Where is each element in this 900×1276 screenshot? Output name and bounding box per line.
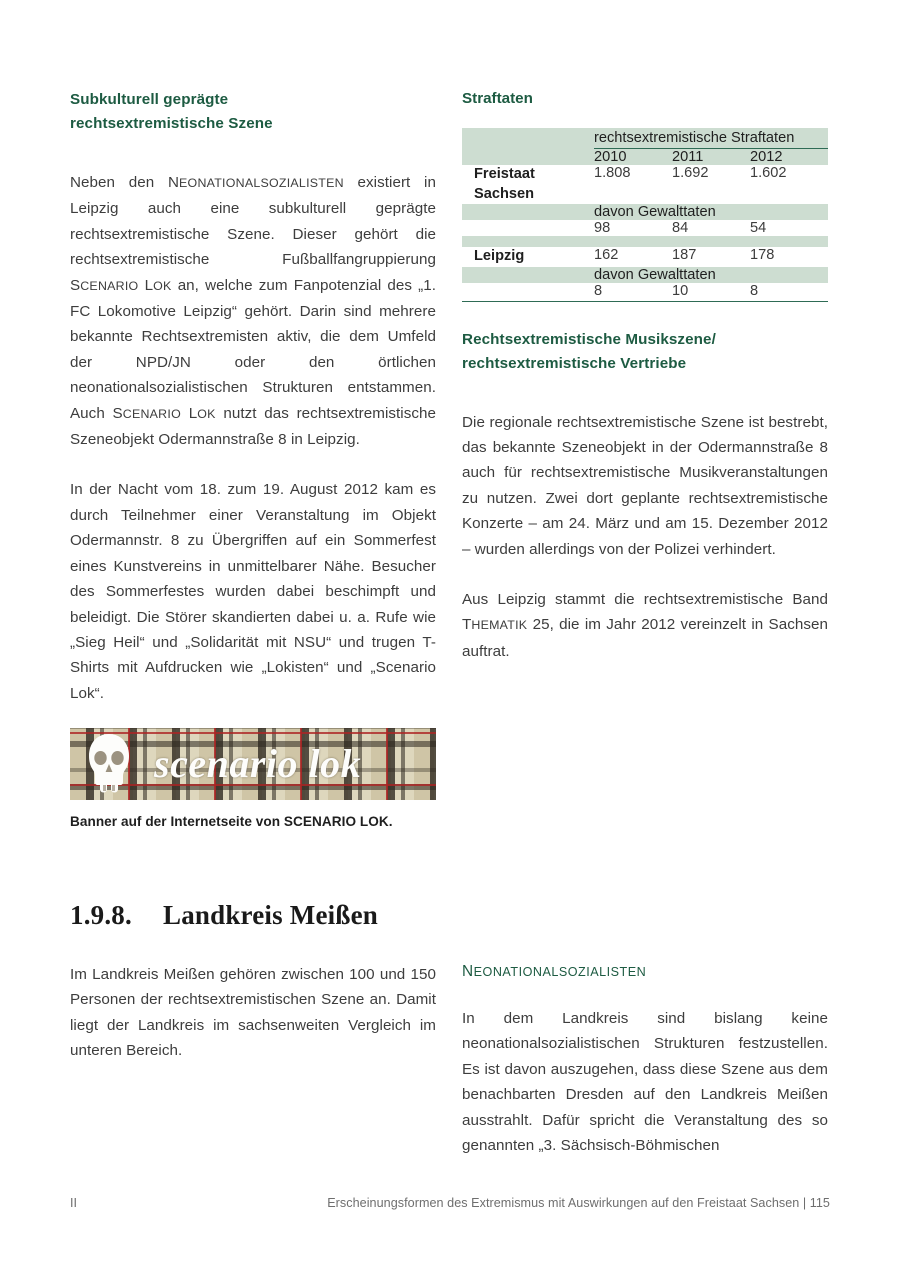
smallcaps-initial: T <box>462 616 472 634</box>
heading-spacer <box>70 136 436 170</box>
table-cell-sachsen-2011: 1.692 <box>672 165 709 181</box>
smallcaps-initial: N <box>167 174 180 191</box>
text-run: Neben den <box>70 174 168 191</box>
section-heading-line-1: Rechtsextremistische Musikszene/ <box>462 330 716 348</box>
table-subhead-label: davon Gewalttaten <box>594 204 828 220</box>
heading-spacer <box>462 376 828 410</box>
figure-caption: Banner auf der Internetseite von SCENARIO LOK. <box>70 814 393 829</box>
table-row-label-leipzig: Leipzig <box>474 248 525 264</box>
table-cell-sachsen-2012: 1.602 <box>750 165 787 181</box>
table-row-label-freistaat-sachsen: Freistaat Sachsen <box>474 166 535 202</box>
smallcaps-body: CENARIO <box>122 406 181 421</box>
label-spacer <box>462 982 828 1006</box>
section-heading-subkulturell <box>70 88 436 136</box>
footer-title-and-page: Erscheinungsformen des Extremismus mit Auswirkungen auf den Freistaat Sachsen | 115 <box>327 1196 830 1210</box>
paragraph-landkreis-meissen: Im Landkreis Meißen gehören zwischen 100 und 150 Personen der rechtsextremistischen Szene an. Damit liegt der Landkreis im sachsenweiten Vergleich im unteren Bereich. <box>70 966 436 1060</box>
table-col-header-2011: 2011 <box>672 149 750 165</box>
table-after-spacer <box>462 302 828 328</box>
table-row <box>462 165 828 204</box>
left-column-lower <box>70 962 436 1064</box>
table-cell-leipzig-2011: 187 <box>672 247 697 263</box>
smallcaps-body: EONATIONALSOZIALISTEN <box>179 176 344 190</box>
figure-scenario-lok-banner <box>70 728 436 800</box>
smallcaps-body: OK <box>197 406 216 421</box>
smallcaps-initial: S <box>112 404 123 422</box>
chapter-number: 1.9.8. <box>70 900 132 930</box>
table-cell-leipzig-2012: 178 <box>750 247 775 263</box>
smallcaps-body: CENARIO <box>80 278 139 293</box>
table-subhead-row-gewalttaten-sachsen <box>462 204 828 220</box>
smallcaps-initial: L <box>180 404 198 422</box>
table-year-header-row <box>462 149 828 165</box>
banner-wordmark: scenario lok <box>154 741 362 786</box>
table-heading-straftaten: Straftaten <box>462 90 533 107</box>
table-col-header-2012: 2012 <box>750 149 828 165</box>
table-col-header-2010: 2010 <box>594 149 672 165</box>
table-cell-gewalt-sachsen-2010: 98 <box>594 220 611 236</box>
smallcaps-body: EONATIONALSOZIALISTEN <box>473 965 647 979</box>
table-spanner-empty-cell <box>462 128 594 148</box>
table-spacer-row <box>462 236 828 247</box>
label-neonationalsozialisten <box>462 962 828 982</box>
right-column-upper <box>462 88 828 664</box>
table-subhead-empty-cell <box>462 267 594 283</box>
chapter-heading <box>70 898 570 932</box>
smallcaps-body: OK <box>153 278 172 293</box>
section-heading-line-1: Subkulturell geprägte <box>70 91 229 108</box>
straftaten-table <box>462 128 828 299</box>
table-cell-gewalt-leipzig-2011: 10 <box>672 282 689 299</box>
smallcaps-initial: L <box>138 276 154 294</box>
table-subhead-label: davon Gewalttaten <box>594 267 828 283</box>
chapter-title: Landkreis Meißen <box>163 900 378 930</box>
smallcaps-initial: S <box>70 276 81 294</box>
table-cell-leipzig-2010: 162 <box>594 247 619 263</box>
table-row-label-empty <box>462 220 594 236</box>
text-run: existiert in Leipzig auch eine subkulturell geprägte rechtsextremistische Szene. Dieser gehört die rechtsextremistische Fußballfangruppierung <box>70 174 436 269</box>
section-heading-line-2: rechtsextremistische Szene <box>70 115 273 132</box>
footer-part-number: II <box>70 1196 78 1210</box>
table-cell-gewalt-leipzig-2012: 8 <box>750 282 759 299</box>
table-cell-gewalt-leipzig-2010: 8 <box>594 282 603 299</box>
text-run: nutzt das rechtsextremistische Szeneobjekt Odermannstraße 8 in Leipzig. <box>70 404 436 449</box>
skull-icon <box>86 733 132 795</box>
table-spanner-label: rechtsextremistische Straftaten <box>594 128 828 148</box>
table-subhead-row-gewalttaten-leipzig <box>462 267 828 283</box>
table-cell-sachsen-2010: 1.808 <box>594 165 631 181</box>
table-row-label-empty <box>462 283 594 299</box>
table-row <box>462 220 828 236</box>
table-spacer-cell <box>462 236 828 247</box>
text-run: an, welche zum Fanpotenzial des „1. FC Lokomotive Leipzig“ gehört. Darin sind mehrere bekannte Rechtsextremisten aktiv, die dem Umfeld der NPD/JN oder den örtlichen neonationalsozialistischen Strukturen entstammen. Auch <box>70 276 436 422</box>
paragraph-band-thematik <box>462 587 828 664</box>
section-heading-line-2: rechtsextremistische Vertriebe <box>462 354 687 372</box>
section-heading-musikszene <box>462 328 828 376</box>
table-row <box>462 247 828 267</box>
paragraph-musikveranstaltungen: Die regionale rechtsextremistische Szene ist bestrebt, das bekannte Szeneobjekt in der Odermannstraße 8 auch für rechtsextremistische Musikveranstaltungen zu nutzen. Zwei dort geplante rechtsextremistische Konzerte – am 24. März und am 15. Dezember 2012 – wurden allerdings von der Polizei verhindert. <box>462 413 828 558</box>
text-run: 25, die im Jahr 2012 vereinzelt in Sachsen auftrat. <box>462 616 828 660</box>
paragraph-nacht-august: In der Nacht vom 18. zum 19. August 2012 kam es durch Teilnehmer einer Veranstaltung im Objekt Odermannstr. 8 zu Übergriffen auf ein Sommerfest eines Kunstvereins in unmittelbarer Nähe. Besucher des Sommerfestes wurden dabei beschimpft und beleidigt. Die Störer skandierten dabei u. a. Rufe wie „Sieg Heil“ und „Solidarität mit NSU“ und trugen T-Shirts mit Aufdrucken wie „Lokisten“ und „Scenario Lok“. <box>70 481 436 702</box>
right-column-lower <box>462 962 828 1158</box>
smallcaps-initial: N <box>462 963 474 980</box>
table-year-empty-cell <box>462 149 594 165</box>
table-row <box>462 283 828 299</box>
smallcaps-body: HEMATIK <box>471 618 528 633</box>
table-spanner-row <box>462 128 828 148</box>
banner-plaid-background <box>70 728 436 800</box>
table-cell-gewalt-sachsen-2012: 54 <box>750 220 767 236</box>
paragraph-keine-strukturen: In dem Landkreis sind bislang keine neonationalsozialistischen Strukturen festzustellen. Es ist davon auszugehen, dass diese Szene aus dem benachbarten Dresden auf den Landkreis Meißen ausstrahlt. Dafür spricht die Veranstaltung des so genannten „3. Sächsisch-Böhmischen <box>462 1010 828 1155</box>
table-cell-gewalt-sachsen-2011: 84 <box>672 220 689 236</box>
page-footer <box>70 1196 830 1218</box>
table-subhead-empty-cell <box>462 204 594 220</box>
paragraph-scenario-lok <box>70 170 436 452</box>
left-column-upper <box>70 88 436 706</box>
text-run: Aus Leipzig stammt die rechtsextremistische Band <box>462 590 828 608</box>
